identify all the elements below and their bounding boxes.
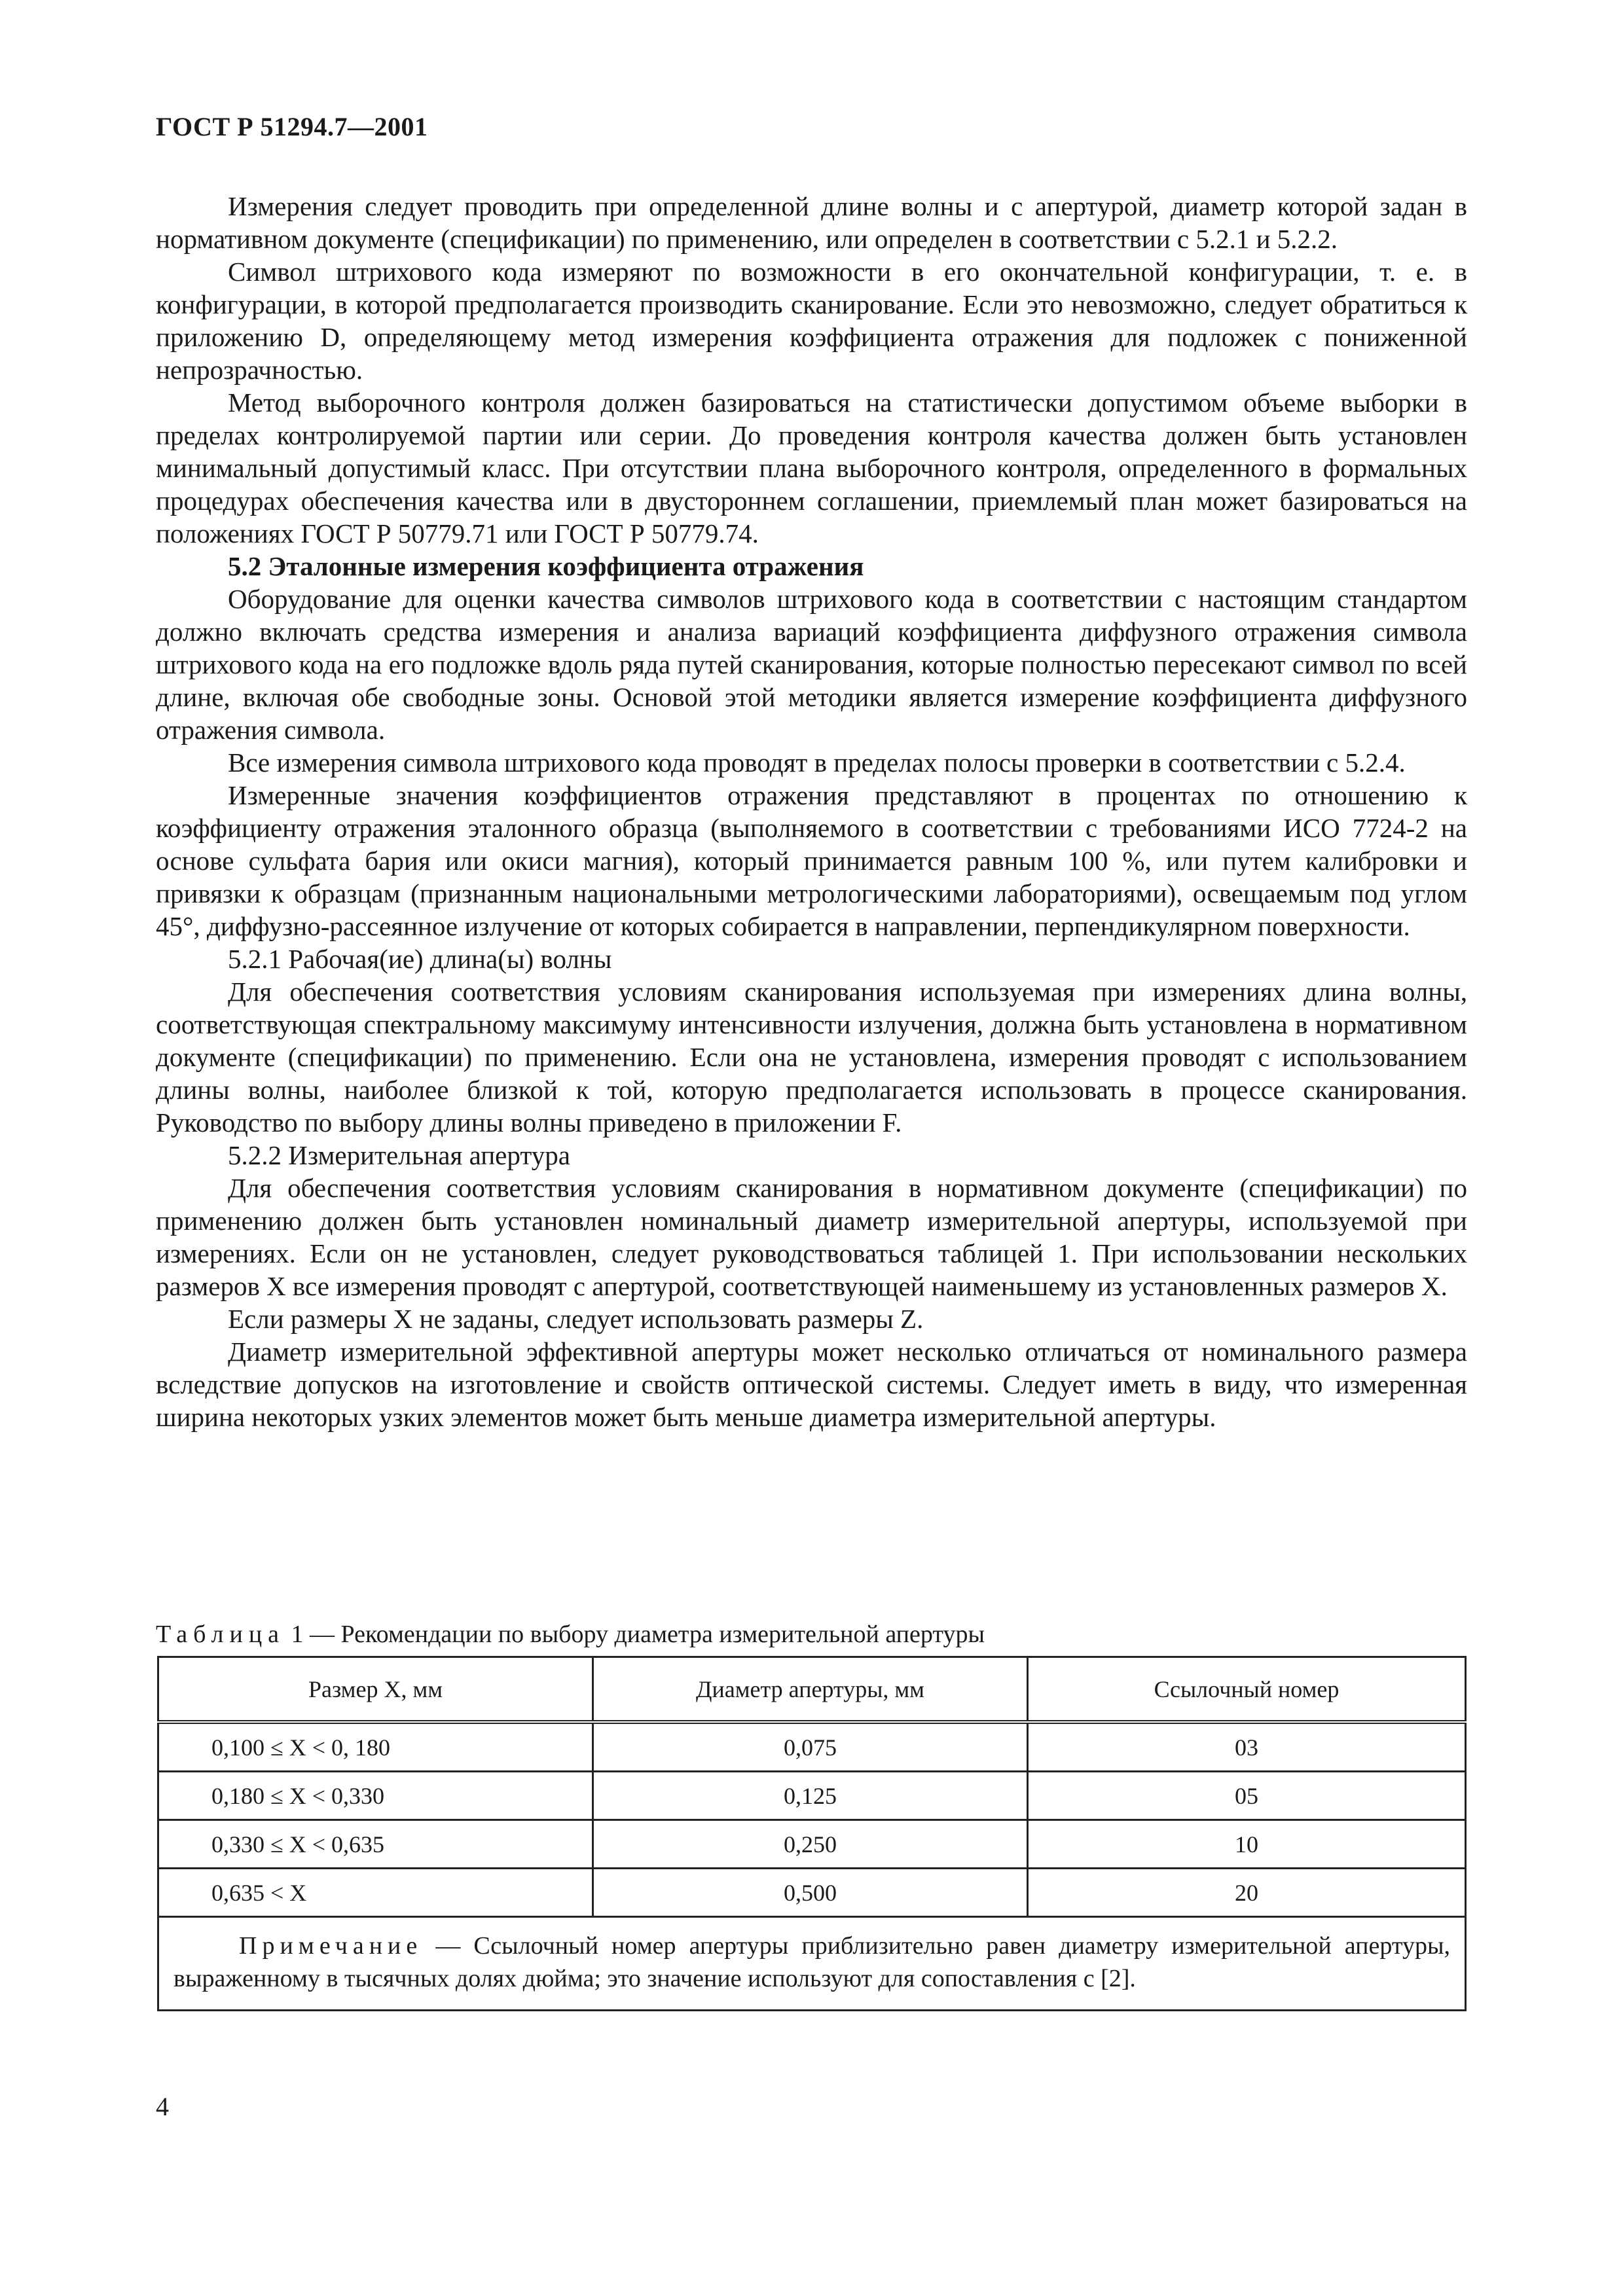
- aperture-table: [157, 1656, 1467, 2011]
- table-cell: 0,330 ≤ X < 0,635: [158, 1820, 593, 1869]
- table-header-row: [158, 1657, 1466, 1723]
- paragraph: Для обеспечения соответствия условиям сканирования в нормативном документе (спецификации) по применению должен быть установлен номинальный диаметр измерительной апертуры, используемой при измерениях. Если он не установлен, следует руководствоваться таблицей 1. При использовании нескольких размеров X все измерения проводят с апертурой, соответствующей наименьшему из установленных размеров X.: [156, 1173, 1467, 1301]
- table-cell: 0,100 ≤ X < 0, 180: [158, 1722, 593, 1772]
- paragraph: Все измерения символа штрихового кода проводят в пределах полосы проверки в соответствии с 5.2.4.: [228, 747, 1406, 778]
- table-cell: 05: [1027, 1772, 1465, 1820]
- paragraph: Диаметр измерительной эффективной апертуры может несколько отличаться от номинального размера вследствие допусков на изготовление и свойств оптической системы. Следует иметь в виду, что измеренная ширина некоторых узких элементов может быть меньше диаметра измерительной апертуры.: [156, 1336, 1467, 1432]
- table-cell: 0,500: [593, 1869, 1027, 1917]
- table-cell: 0,635 < X: [158, 1869, 593, 1917]
- table-row: [158, 1722, 1466, 1772]
- subsection-heading-5-2-2: 5.2.2 Измерительная апертура: [228, 1140, 570, 1170]
- table-cell: 0,075: [593, 1722, 1027, 1772]
- table-header-cell: Диаметр апертуры, мм: [593, 1657, 1027, 1723]
- table-note-text: — Ссылочный номер апертуры приблизительно равен диаметру измерительной апертуры, выраженному в тысячных долях дюйма; это значение используют для сопоставления с [2].: [173, 1932, 1450, 1992]
- table-cell: 0,180 ≤ X < 0,330: [158, 1772, 593, 1820]
- table-note-label: Примечание: [239, 1932, 423, 1960]
- paragraph: Метод выборочного контроля должен базироваться на статистически допустимом объеме выборки в пределах контролируемой партии или серии. До проведения контроля качества должен быть установлен минимальный допустимый класс. При отсутствии плана выборочного контроля, определенного в формальных процедурах обеспечения качества или в двустороннем соглашении, приемлемый план может базироваться на положениях ГОСТ Р 50779.71 или ГОСТ Р 50779.74.: [156, 387, 1467, 548]
- table-cell: 03: [1027, 1722, 1465, 1772]
- table-cell: 10: [1027, 1820, 1465, 1869]
- table-cell: 20: [1027, 1869, 1465, 1917]
- table-row: [158, 1772, 1466, 1820]
- table-caption-text: 1 — Рекомендации по выбору диаметра измерительной апертуры: [291, 1621, 985, 1648]
- paragraph: Для обеспечения соответствия условиям сканирования используемая при измерениях длина волны, соответствующая спектральному максимуму интенсивности излучения, должна быть установлена в нормативном документе (спецификации) по применению. Если она не установлена, измерения проводят с использованием длины волны, наиболее близкой к той, которую предполагается использовать в процессе сканирования. Руководство по выбору длины волны приведено в приложении F.: [156, 977, 1467, 1138]
- table-cell: 0,250: [593, 1820, 1027, 1869]
- table-note: [158, 1917, 1466, 2011]
- paragraph: Измеренные значения коэффициентов отражения представляют в процентах по отношению к коэффициенту отражения эталонного образца (выполняемого в соответствии с требованиями ИСО 7724-2 на основе сульфата бария или окиси магния), который принимается равным 100 %, или путем калибровки и привязки к образцам (признанным национальными метрологическими лабораториями), освещаемым под углом 45°, диффузно-рассеянное излучение от которых собирается в направлении, перпендикулярном поверхности.: [156, 780, 1467, 941]
- section-heading-5-2: 5.2 Эталонные измерения коэффициента отражения: [228, 551, 864, 581]
- table-row: [158, 1820, 1466, 1869]
- paragraph: Измерения следует проводить при определенной длине волны и с апертурой, диаметр которой задан в нормативном документе (спецификации) по применению, или определен в соответствии с 5.2.1 и 5.2.2.: [156, 191, 1467, 254]
- paragraph: Символ штрихового кода измеряют по возможности в его окончательной конфигурации, т. е. в конфигурации, в которой предполагается производить сканирование. Если это невозможно, следует обратиться к приложению D, определяющему метод измерения коэффициента отражения для подложек с пониженной непрозрачностью.: [156, 257, 1467, 385]
- paragraph: Если размеры X не заданы, следует использовать размеры Z.: [228, 1304, 924, 1334]
- table-cell: 0,125: [593, 1772, 1027, 1820]
- page-number: 4: [156, 2092, 169, 2121]
- subsection-heading-5-2-1: 5.2.1 Рабочая(ие) длина(ы) волны: [228, 944, 612, 974]
- table-header-cell: Ссылочный номер: [1027, 1657, 1465, 1723]
- table-header-cell: Размер X, мм: [158, 1657, 593, 1723]
- document-header: ГОСТ Р 51294.7—2001: [156, 112, 428, 141]
- table-caption: [156, 1619, 1467, 1649]
- table-row: [158, 1869, 1466, 1917]
- document-body: [156, 190, 1467, 1433]
- table-note-row: [158, 1917, 1466, 2011]
- paragraph: Оборудование для оценки качества символов штрихового кода в соответствии с настоящим стандартом должно включать средства измерения и анализа вариаций коэффициента диффузного отражения символа штрихового кода на его подложке вдоль ряда путей сканирования, которые полностью пересекают символ по всей длине, включая обе свободные зоны. Основой этой методики является измерение коэффициента диффузного отражения символа.: [156, 584, 1467, 745]
- table-caption-label: Таблица: [156, 1621, 285, 1648]
